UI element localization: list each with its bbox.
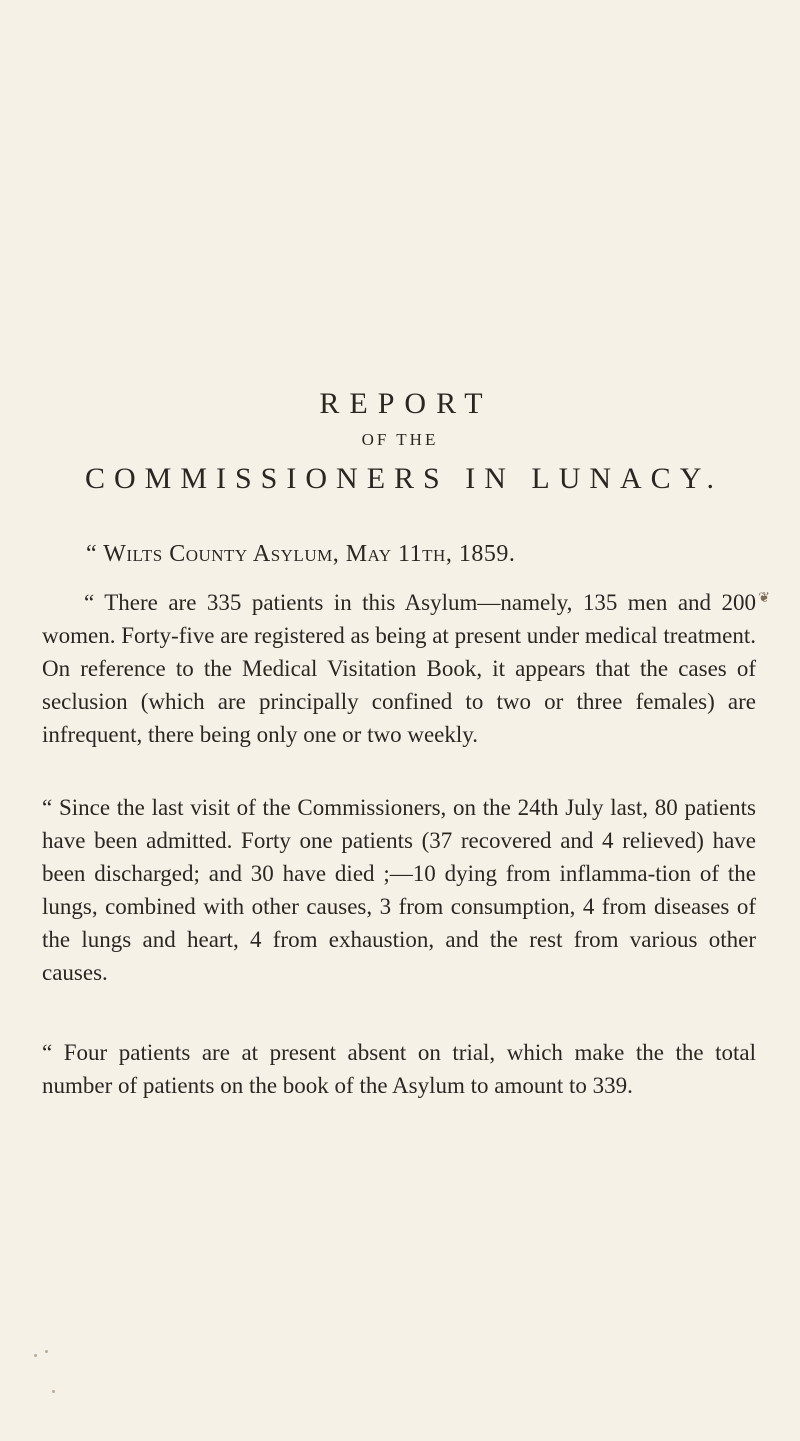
report-title: REPORT bbox=[319, 387, 493, 420]
page-spot bbox=[34, 1354, 37, 1357]
paragraph-3: “ Four patients are at present absent on trial, which make the the total number of patients on the book of the Asylum to amount to 339. bbox=[42, 1040, 756, 1098]
report-subtitle: COMMISSIONERS IN LUNACY. bbox=[84, 462, 723, 495]
page-spot bbox=[52, 1390, 55, 1393]
paragraph-1: “ There are 335 patients in this Asylum—namely, 135 men and 200 women. Forty-five are registered as being at present under medical treatment. On reference to the Medical Visitation Book, it appears that the cases of seclusion (which are principally confined to two or three females) are infrequent, there being only one or two weekly. bbox=[42, 590, 756, 747]
margin-mark: ❦ bbox=[758, 591, 770, 606]
paragraph-2: “ Since the last visit of the Commissioners, on the 24th July last, 80 patients have been admitted. Forty one patients (37 recovered and 4 relieved) have been discharged; and 30 have died ;—10 dying from inflamma-tion of the lungs, combined with other causes, 3 from consumption, 4 from diseases of the lungs and heart, 4 from exhaustion, and the rest from various other causes. bbox=[42, 795, 756, 985]
title-connector: OF THE bbox=[361, 430, 439, 449]
page-spot bbox=[45, 1350, 48, 1353]
dateline: “ Wilts County Asylum, May 11th, 1859. bbox=[86, 541, 516, 567]
